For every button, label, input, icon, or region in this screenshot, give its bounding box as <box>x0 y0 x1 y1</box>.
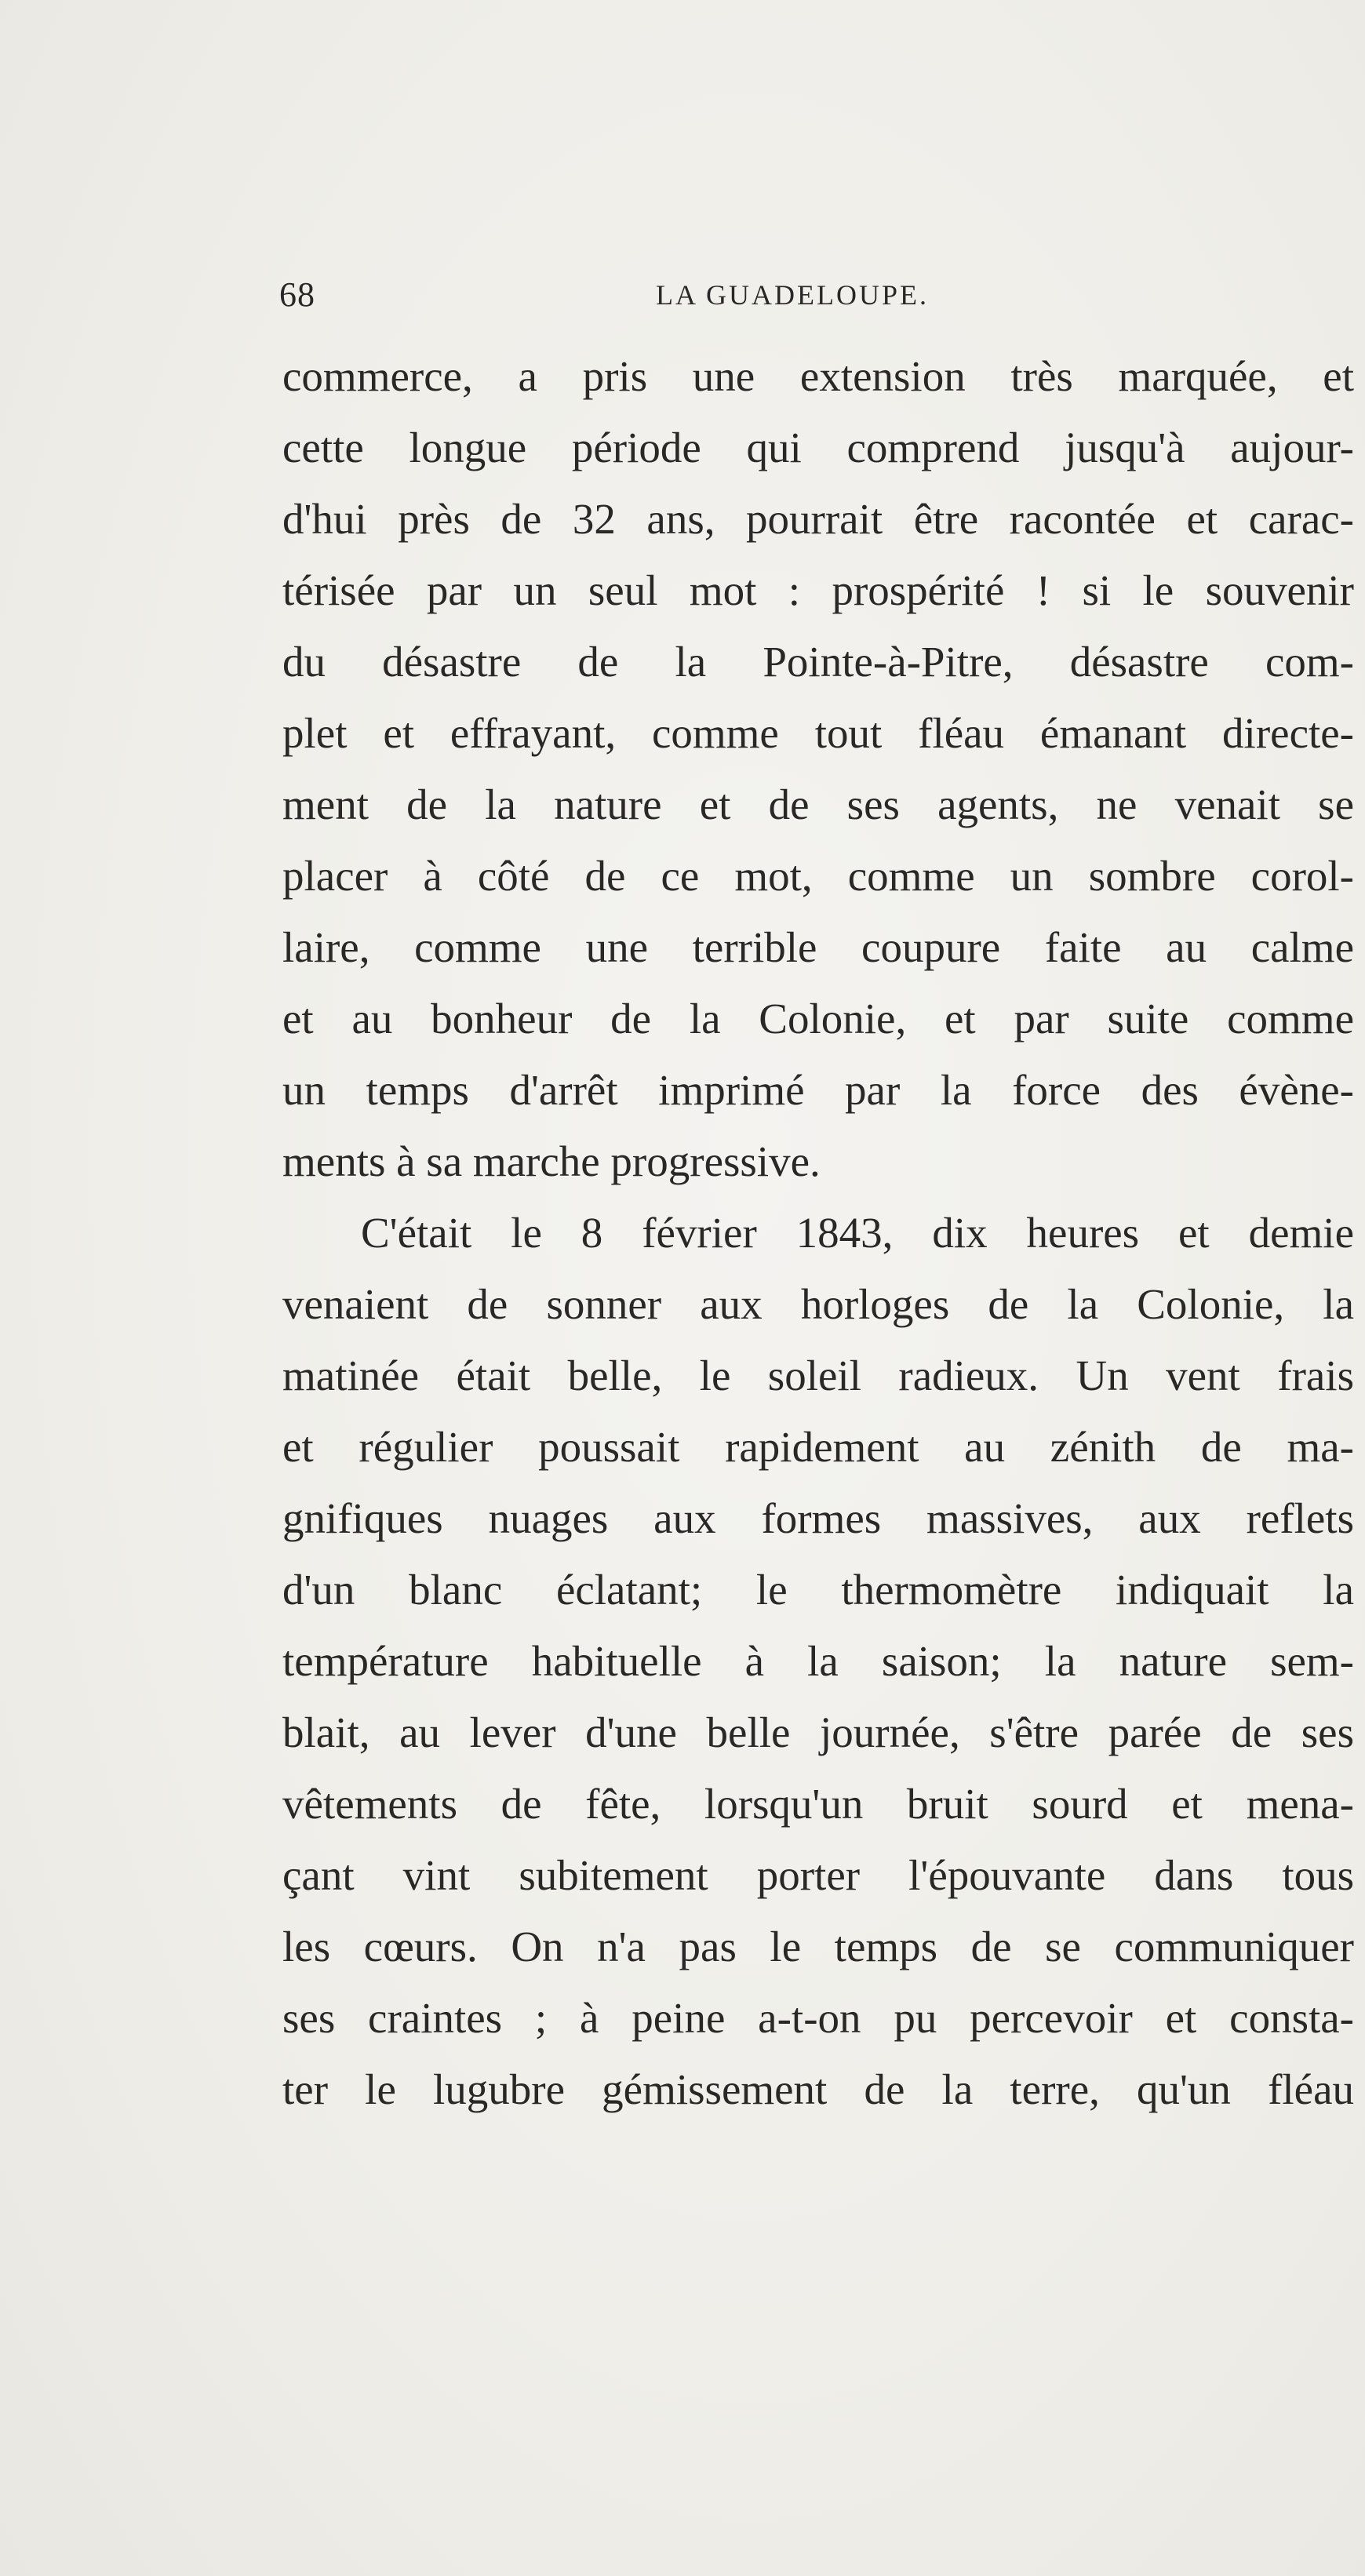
text-line: un temps d'arrêt imprimé par la force des évène- <box>282 1066 1354 1114</box>
text-line: les cœurs. On n'a pas le temps de se communiquer <box>282 1923 1354 1970</box>
text-line: ments à sa marche progressive. <box>282 1137 821 1185</box>
page-number: 68 <box>279 275 315 314</box>
text-line: C'était le 8 février 1843, dix heures et demie <box>361 1209 1354 1257</box>
text-line: température habituelle à la saison; la nature sem- <box>282 1637 1354 1685</box>
text-line: placer à côté de ce mot, comme un sombre corol- <box>282 852 1354 900</box>
page-header <box>279 271 1354 318</box>
running-title: LA GUADELOUPE. <box>656 279 929 311</box>
text-line: matinée était belle, le soleil radieux. Un vent frais <box>282 1352 1354 1399</box>
text-line: vêtements de fête, lorsqu'un bruit sourd et mena- <box>282 1780 1354 1828</box>
text-line: plet et effrayant, comme tout fléau émanant directe- <box>282 709 1354 757</box>
text-line: ter le lugubre gémissement de la terre, qu'un fléau <box>282 2065 1354 2113</box>
text-line: ses craintes ; à peine a-t-on pu percevoir et consta- <box>282 1994 1354 2042</box>
text-line: gnifiques nuages aux formes massives, aux reflets <box>282 1494 1354 1542</box>
text-line: cette longue période qui comprend jusqu'à aujour- <box>282 424 1354 471</box>
text-line: çant vint subitement porter l'épouvante dans tous <box>282 1851 1354 1899</box>
text-line: du désastre de la Pointe-à-Pitre, désastre com- <box>282 638 1354 686</box>
text-line: blait, au lever d'une belle journée, s'être parée de ses <box>282 1708 1354 1756</box>
text-line: d'hui près de 32 ans, pourrait être racontée et carac- <box>282 495 1354 543</box>
text-line: venaient de sonner aux horloges de la Colonie, la <box>282 1280 1354 1328</box>
text-line: d'un blanc éclatant; le thermomètre indiquait la <box>282 1566 1354 1614</box>
text-line: commerce, a pris une extension très marquée, et <box>282 352 1354 400</box>
text-line: et au bonheur de la Colonie, et par suite comme <box>282 995 1354 1042</box>
text-line: laire, comme une terrible coupure faite au calme <box>282 923 1354 971</box>
body-text <box>282 340 1354 2125</box>
text-line: térisée par un seul mot : prospérité ! si le souvenir <box>282 566 1354 614</box>
text-line: ment de la nature et de ses agents, ne venait se <box>282 780 1354 828</box>
text-line: et régulier poussait rapidement au zénith de ma- <box>282 1423 1354 1471</box>
